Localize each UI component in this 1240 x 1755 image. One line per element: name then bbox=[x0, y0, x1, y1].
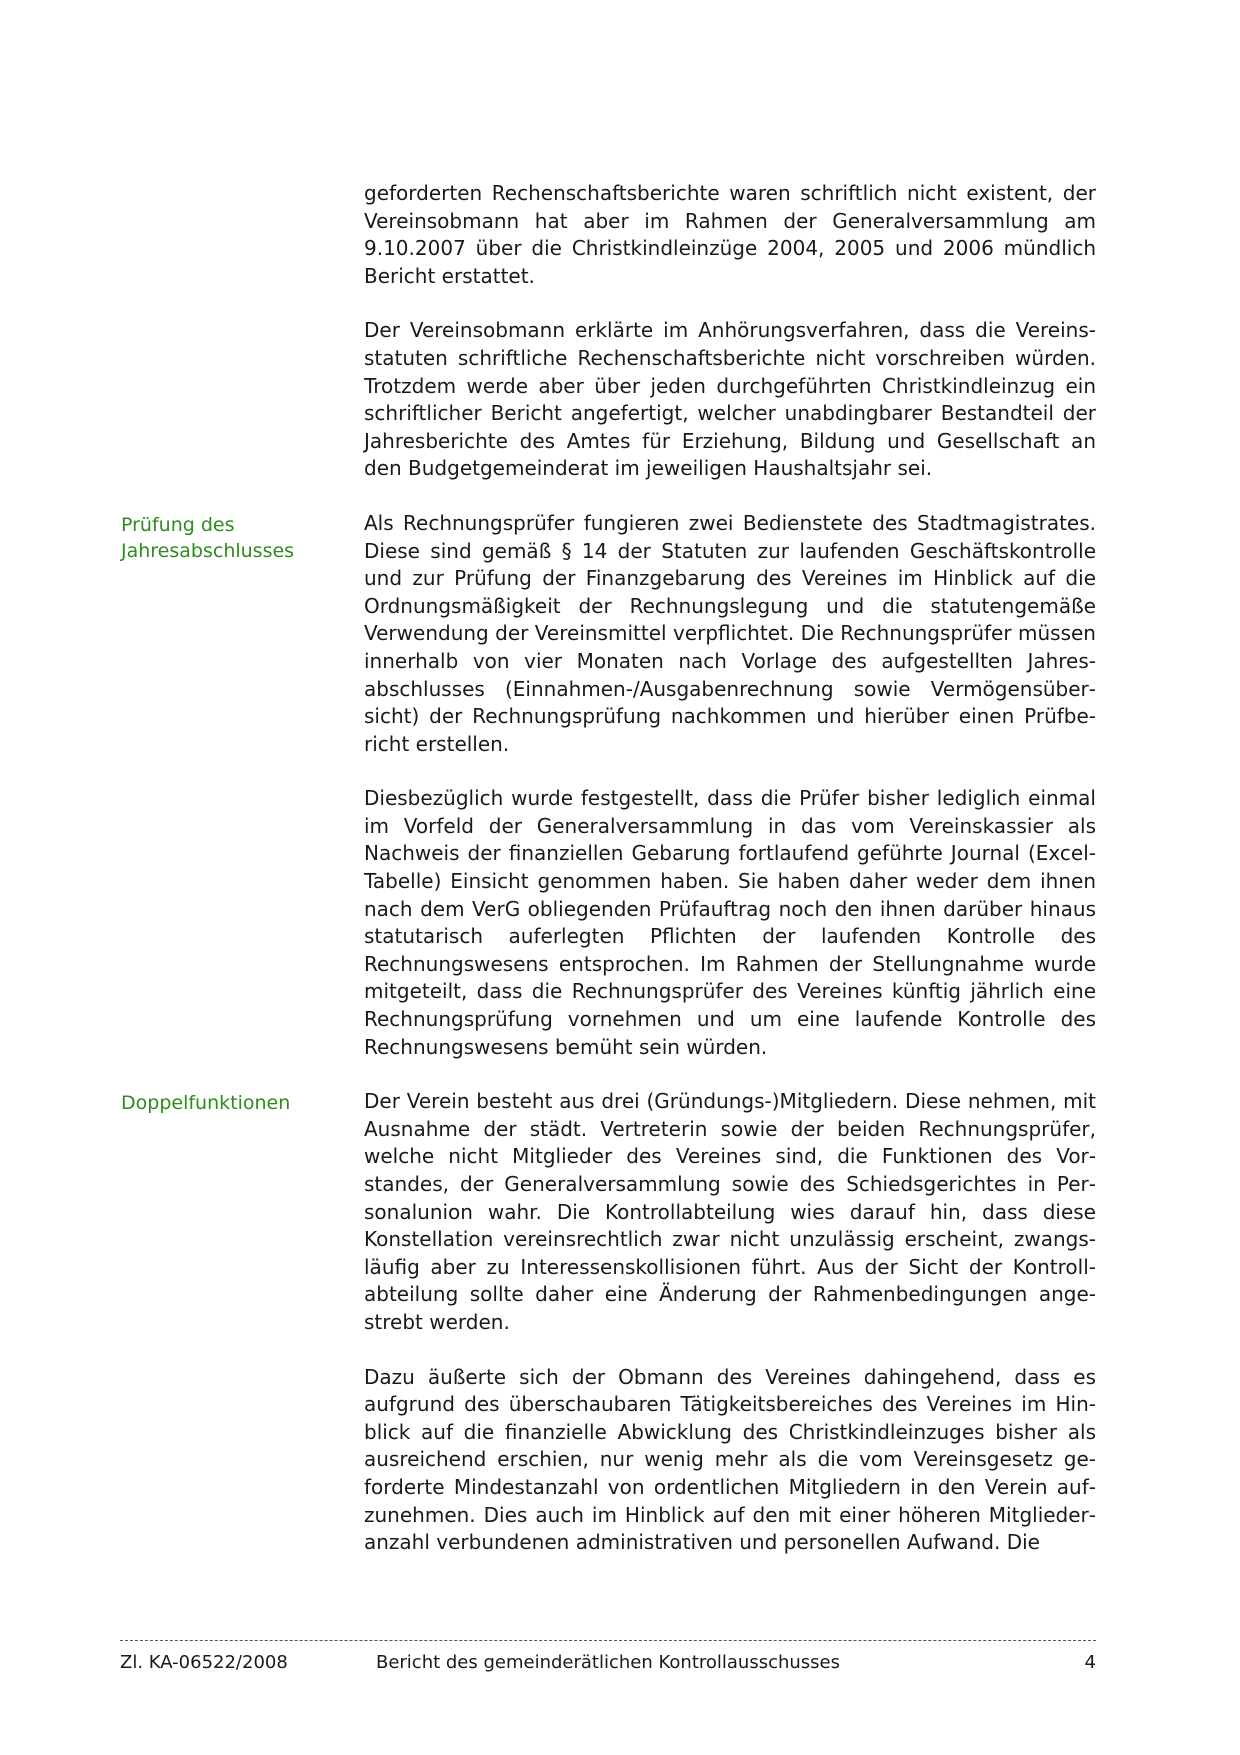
footer-reference: Zl. KA-06522/2008 bbox=[120, 1652, 288, 1673]
margin-note-doppelfunktionen: Doppelfunktionen bbox=[121, 1092, 291, 1115]
paragraph-rechenschaftsberichte: geforderten Rechenschaftsberichte waren schriftlich nicht existent, der Vereinsobmann hat aber im Rahmen der Generalversammlung am 9.10.2007 über die Christkindleinzüge 2004, 2005 und 2006 mündlich Bericht erstattet. bbox=[364, 181, 1096, 288]
footer-page-number: 4 bbox=[1084, 1652, 1096, 1673]
paragraph-diesbezueglich: Diesbezüglich wurde festgestellt, dass die Prüfer bisher lediglich einmal im Vorfeld der Generalversammlung in das vom Vereinskassier als Nachweis der finanziellen Gebarung fortlaufend geführte Journal (Excel-Tabelle) Einsicht genommen haben. Sie haben daher weder dem ihnen nach dem VerG obliegenden Prüfauftrag noch den ihnen darüber hinaus statutarisch auferlegten Pflichten der laufenden Kontrolle des Rechnungswesens entsprochen. Im Rahmen der Stellungnahme wurde mitgeteilt, dass die Rechnungsprüfer des Vereines künftig jährlich eine Rechnungsprüfung vornehmen und um eine laufende Kontrolle des Rechnungswesens bemüht sein würden. bbox=[364, 786, 1096, 1059]
footer-report-title: Bericht des gemeinderätlichen Kontrollausschusses bbox=[375, 1652, 841, 1673]
paragraph-rechnungspruefer: Als Rechnungsprüfer fungieren zwei Bedienstete des Stadtmagistrates. Diese sind gemäß § 14 der Statuten zur laufenden Geschäftskontrolle und zur Prüfung der Finanzgebarung des Vereines im Hinblick auf die Ordnungsmäßigkeit der Rechnungslegung und die statutengemäße Verwendung der Vereinsmittel verpflichtet. Die Rechnungsprüfer müssen innerhalb von vier Monaten nach Vorlage des aufgestellten Jahresabschlusses (Einnahmen-/Ausgabenrechnung sowie Vermögensübersicht) der Rechnungsprüfung nachkommen und hierüber einen Prüfbericht erstellen. bbox=[364, 510, 1096, 756]
paragraph-anhoerungsverfahren: Der Vereinsobmann erklärte im Anhörungsverfahren, dass die Vereinsstatuten schriftliche Rechenschaftsberichte nicht vorschreiben würden. Trotzdem werde aber über jeden durchgeführten Christkindleinzug ein schriftlicher Bericht angefertigt, welcher unabdingbarer Bestandteil der Jahresberichte des Amtes für Erziehung, Bildung und Gesellschaft an den Budgetgemeinderat im jeweiligen Haushaltsjahr sei. bbox=[364, 318, 1096, 481]
paragraph-obmann-stellungnahme: Dazu äußerte sich der Obmann des Vereines dahingehend, dass es aufgrund des überschaubaren Tätigkeitsbereiches des Vereines im Hinblick auf die finanzielle Abwicklung des Christkindleinzuges bisher als ausreichend erschien, nur wenig mehr als die vom Vereinsgesetz geforderte Mindestanzahl von ordentlichen Mitgliedern in den Verein aufzunehmen. Dies auch im Hinblick auf den mit einer höheren Mitgliederanzahl verbundenen administrativen und personellen Aufwand. Die bbox=[364, 1364, 1096, 1555]
margin-note-pruefung: Prüfung des Jahresabschlusses bbox=[121, 513, 295, 562]
section-doppelfunktionen bbox=[121, 1088, 1096, 1557]
section-pruefung-jahresabschluss bbox=[121, 510, 1096, 1061]
footer-divider bbox=[120, 1640, 1096, 1641]
paragraph-verein-mitglieder: Der Verein besteht aus drei (Gründungs-)Mitgliedern. Diese nehmen, mit Ausnahme der städt. Vertreterin sowie der beiden Rechnungsprüfer, welche nicht Mitglieder des Vereines sind, die Funktionen des Vorstandes, der Generalversammlung sowie des Schiedsgerichtes in Personalunion wahr. Die Kontrollabteilung wies darauf hin, dass diese Konstellation vereinsrechtlich zwar nicht unzulässig erscheint, zwangsläufig aber zu Interessenskollisionen führt. Aus der Sicht der Kontrollabteilung sollte daher eine Änderung der Rahmenbedingungen angestrebt werden. bbox=[364, 1089, 1096, 1334]
main-text-column bbox=[121, 180, 1096, 1584]
